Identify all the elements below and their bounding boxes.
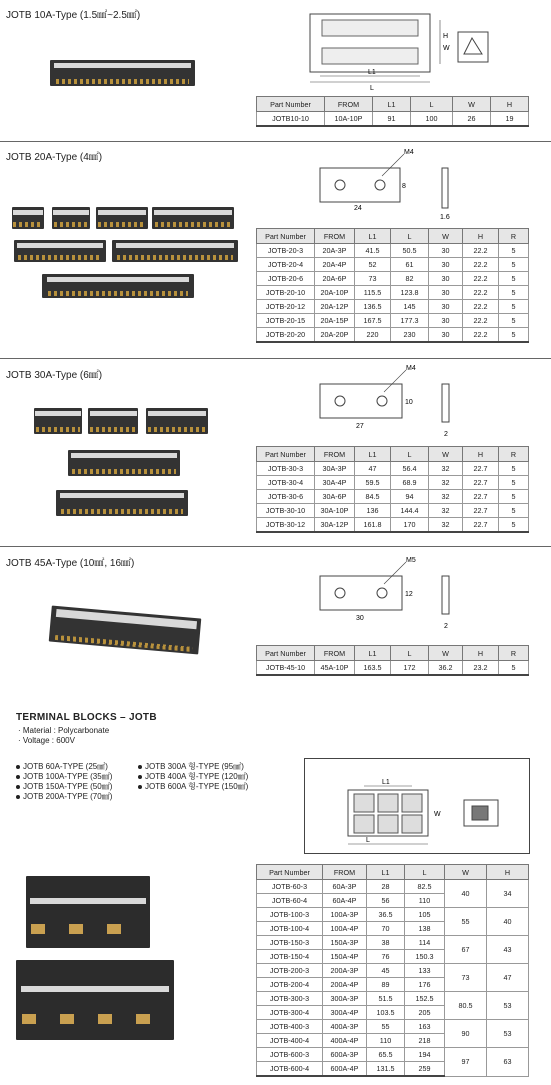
- table-cell: 22.2: [463, 244, 499, 258]
- spec-table-terminal: [256, 864, 529, 1077]
- column-header: R: [499, 229, 529, 244]
- table-cell: 400A-3P: [323, 1020, 367, 1034]
- type-item: JOTB 150A-TYPE (50㎟): [23, 782, 113, 791]
- table-row: [257, 328, 529, 343]
- table-row: [257, 936, 529, 950]
- spec-table-20a: [256, 228, 529, 343]
- product-image-terminal-3p: [26, 876, 150, 948]
- table-cell: 41.5: [355, 244, 391, 258]
- table-cell: 150A-3P: [323, 936, 367, 950]
- table-cell: 5: [499, 518, 529, 533]
- table-row: [257, 462, 529, 476]
- spec-table-30a: [256, 446, 529, 533]
- column-header: W: [453, 97, 491, 112]
- table-row: [257, 1020, 529, 1034]
- column-header: Part Number: [257, 229, 315, 244]
- column-header: FROM: [315, 447, 355, 462]
- table-cell: 10A-10P: [325, 112, 373, 127]
- table-cell: 56.4: [391, 462, 429, 476]
- table-cell: 230: [391, 328, 429, 343]
- table-cell-h: 43: [487, 936, 529, 964]
- product-image-20a-6p: [96, 207, 148, 229]
- spec-table-10a: [256, 96, 529, 127]
- table-row: [257, 1048, 529, 1062]
- type-item: JOTB 200A-TYPE (70㎟): [23, 792, 113, 801]
- column-header: L1: [373, 97, 411, 112]
- table-cell: 20A-15P: [315, 314, 355, 328]
- table-cell: JOTB-150-3: [257, 936, 323, 950]
- product-image-20a-10p: [152, 207, 234, 229]
- table-cell: 110: [405, 894, 445, 908]
- table-cell: 600A-3P: [323, 1048, 367, 1062]
- table-row: [257, 661, 529, 676]
- table-cell: 100: [411, 112, 453, 127]
- table-cell: 167.5: [355, 314, 391, 328]
- table-cell-w: 80.5: [445, 992, 487, 1020]
- table-cell: 20A-12P: [315, 300, 355, 314]
- table-row: [257, 258, 529, 272]
- table-cell-w: 67: [445, 936, 487, 964]
- table-cell: 152.5: [405, 992, 445, 1006]
- column-header: L1: [355, 447, 391, 462]
- table-cell: 89: [367, 978, 405, 992]
- table-row: [257, 314, 529, 328]
- column-header: L: [391, 646, 429, 661]
- table-cell: 131.5: [367, 1062, 405, 1077]
- product-image-20a-12p: [14, 240, 106, 262]
- table-cell: 30A-4P: [315, 476, 355, 490]
- dim-thickness-label-45a: 2: [444, 623, 448, 630]
- table-cell: 22.7: [463, 490, 499, 504]
- table-cell: 36.5: [367, 908, 405, 922]
- table-cell: 22.7: [463, 504, 499, 518]
- table-cell: 20A-10P: [315, 286, 355, 300]
- table-cell: 5: [499, 504, 529, 518]
- table-row: [257, 244, 529, 258]
- table-cell: JOTB-100-3: [257, 908, 323, 922]
- table-cell: 103.5: [367, 1006, 405, 1020]
- column-header: Part Number: [257, 646, 315, 661]
- product-image-10a: [50, 60, 195, 86]
- table-cell: 59.5: [355, 476, 391, 490]
- table-cell: 136.5: [355, 300, 391, 314]
- table-cell: 218: [405, 1034, 445, 1048]
- table-cell: 32: [429, 490, 463, 504]
- table-cell: 161.8: [355, 518, 391, 533]
- table-cell: 30: [429, 286, 463, 300]
- table-cell: JOTB10-10: [257, 112, 325, 127]
- table-cell: 26: [453, 112, 491, 127]
- table-cell: JOTB-20-3: [257, 244, 315, 258]
- dimension-drawing-terminal: [304, 758, 530, 854]
- table-cell-h: 53: [487, 992, 529, 1020]
- table-cell: 145: [391, 300, 429, 314]
- terminal-specs: [18, 726, 109, 746]
- column-header: L: [391, 447, 429, 462]
- type-item: JOTB 60A-TYPE (25㎟): [23, 762, 108, 771]
- table-cell: 84.5: [355, 490, 391, 504]
- column-header: H: [463, 447, 499, 462]
- column-header: FROM: [315, 229, 355, 244]
- table-cell: 5: [499, 490, 529, 504]
- dim-w-label: W: [443, 45, 450, 52]
- column-header: FROM: [325, 97, 373, 112]
- table-cell: 22.2: [463, 300, 499, 314]
- type-list-left: [16, 762, 112, 802]
- table-cell: JOTB-60-4: [257, 894, 323, 908]
- section-title-30a: JOTB 30A-Type (6㎟): [6, 370, 103, 381]
- table-cell: 105: [405, 908, 445, 922]
- table-cell: 177.3: [391, 314, 429, 328]
- table-cell: 138: [405, 922, 445, 936]
- table-cell-h: 47: [487, 964, 529, 992]
- table-cell: JOTB-600-3: [257, 1048, 323, 1062]
- dim-thickness-label-20a: 1.6: [440, 214, 450, 221]
- column-header: L: [411, 97, 453, 112]
- table-cell: JOTB-400-3: [257, 1020, 323, 1034]
- table-cell: 115.5: [355, 286, 391, 300]
- table-cell: 56: [367, 894, 405, 908]
- table-cell: 30: [429, 244, 463, 258]
- table-cell: 32: [429, 476, 463, 490]
- table-cell: 36.2: [429, 661, 463, 676]
- table-cell-w: 40: [445, 880, 487, 908]
- dimension-drawing-10a: [290, 4, 530, 94]
- spec-table-45a: [256, 645, 529, 676]
- table-cell: 5: [499, 286, 529, 300]
- column-header: R: [499, 646, 529, 661]
- product-image-45a: [49, 606, 202, 655]
- table-cell: 61: [391, 258, 429, 272]
- product-image-30a-12p: [56, 490, 188, 516]
- table-row: [257, 490, 529, 504]
- table-cell: 5: [499, 244, 529, 258]
- dim-length-label-20a: 24: [354, 205, 362, 212]
- table-cell: 45A-10P: [315, 661, 355, 676]
- product-image-30a-4p: [88, 408, 138, 434]
- table-cell: JOTB-20-20: [257, 328, 315, 343]
- table-cell: 133: [405, 964, 445, 978]
- table-cell: 600A-4P: [323, 1062, 367, 1077]
- table-cell: JOTB-200-3: [257, 964, 323, 978]
- table-cell: 170: [391, 518, 429, 533]
- table-row: [257, 300, 529, 314]
- table-cell: JOTB-300-4: [257, 1006, 323, 1020]
- type-item: JOTB 100A-TYPE (35㎟): [23, 772, 113, 781]
- table-cell: 19: [491, 112, 529, 127]
- table-cell: 22.2: [463, 314, 499, 328]
- table-cell: 82: [391, 272, 429, 286]
- table-cell: 300A-4P: [323, 1006, 367, 1020]
- spec-material: · Material : Polycarbonate: [18, 726, 110, 735]
- table-cell: JOTB-600-4: [257, 1062, 323, 1077]
- terminal-heading: TERMINAL BLOCKS – JOTB: [16, 712, 157, 723]
- table-cell: 30A-3P: [315, 462, 355, 476]
- product-image-30a-10p: [68, 450, 180, 476]
- table-cell: JOTB-20-10: [257, 286, 315, 300]
- column-header: W: [429, 229, 463, 244]
- dim-length-label-45a: 30: [356, 615, 364, 622]
- table-cell: 70: [367, 922, 405, 936]
- dimension-drawing-20a: [310, 146, 470, 226]
- dimension-drawing-45a: [310, 554, 470, 634]
- table-cell: JOTB-30-10: [257, 504, 315, 518]
- dim-l1-label-terminal: L1: [382, 779, 390, 786]
- table-cell: 163.5: [355, 661, 391, 676]
- type-item: JOTB 400A 형-TYPE (120㎟): [145, 772, 249, 781]
- table-cell: 5: [499, 328, 529, 343]
- table-cell: 32: [429, 504, 463, 518]
- dim-height-label-45a: 12: [405, 591, 413, 598]
- column-header: R: [499, 447, 529, 462]
- type-list-right: [138, 762, 248, 792]
- table-cell: 65.5: [367, 1048, 405, 1062]
- dim-h-label: H: [443, 33, 449, 40]
- dim-m-label-45a: M5: [406, 557, 416, 564]
- table-cell: JOTB-300-3: [257, 992, 323, 1006]
- product-image-20a-15p: [112, 240, 238, 262]
- column-header: FROM: [315, 646, 355, 661]
- column-header: H: [463, 646, 499, 661]
- table-cell: JOTB-20-12: [257, 300, 315, 314]
- dim-m-label-20a: M4: [404, 149, 414, 156]
- product-image-20a-20p: [42, 274, 194, 298]
- table-cell: 30A-12P: [315, 518, 355, 533]
- table-cell: 5: [499, 661, 529, 676]
- dim-m-label-30a: M4: [406, 365, 416, 372]
- table-cell: 22.7: [463, 518, 499, 533]
- table-cell: JOTB-400-4: [257, 1034, 323, 1048]
- table-cell: 200A-3P: [323, 964, 367, 978]
- table-cell: 30: [429, 328, 463, 343]
- table-cell: JOTB-30-12: [257, 518, 315, 533]
- column-header: L1: [355, 646, 391, 661]
- table-row: [257, 272, 529, 286]
- dim-thickness-label-30a: 2: [444, 431, 448, 438]
- table-cell: 68.9: [391, 476, 429, 490]
- dimension-drawing-30a: [310, 362, 470, 442]
- table-cell: JOTB-45-10: [257, 661, 315, 676]
- column-header: W: [429, 646, 463, 661]
- table-cell: 60A-3P: [323, 880, 367, 894]
- table-cell: 114: [405, 936, 445, 950]
- table-cell: 94: [391, 490, 429, 504]
- table-cell: 220: [355, 328, 391, 343]
- spec-voltage: · Voltage : 600V: [18, 736, 75, 745]
- table-cell-w: 73: [445, 964, 487, 992]
- column-header: Part Number: [257, 447, 315, 462]
- table-cell: 5: [499, 300, 529, 314]
- column-header: L: [391, 229, 429, 244]
- dim-l-label-terminal: L: [366, 837, 370, 844]
- table-cell: 20A-4P: [315, 258, 355, 272]
- table-cell: 30A-10P: [315, 504, 355, 518]
- section-title-45a: JOTB 45A-Type (10㎟, 16㎟): [6, 558, 135, 569]
- table-cell: 22.7: [463, 462, 499, 476]
- column-header: Part Number: [257, 865, 323, 880]
- column-header: Part Number: [257, 97, 325, 112]
- table-cell: 20A-6P: [315, 272, 355, 286]
- table-cell: JOTB-30-3: [257, 462, 315, 476]
- table-cell: 100A-3P: [323, 908, 367, 922]
- column-header: H: [463, 229, 499, 244]
- table-cell: 47: [355, 462, 391, 476]
- table-cell: JOTB-200-4: [257, 978, 323, 992]
- table-cell: 136: [355, 504, 391, 518]
- table-cell: 30A-6P: [315, 490, 355, 504]
- column-header: H: [487, 865, 529, 880]
- section-title-20a: JOTB 20A-Type (4㎟): [6, 152, 103, 163]
- section-title-10a: JOTB 10A-Type (1.5㎟~2.5㎟): [6, 10, 141, 21]
- dim-l1-label: L1: [368, 69, 376, 76]
- table-cell: JOTB-20-6: [257, 272, 315, 286]
- table-cell: JOTB-100-4: [257, 922, 323, 936]
- table-cell: 5: [499, 314, 529, 328]
- table-cell: 5: [499, 476, 529, 490]
- table-cell-h: 40: [487, 908, 529, 936]
- table-cell: 52: [355, 258, 391, 272]
- type-item: JOTB 300A 형-TYPE (95㎟): [145, 762, 244, 771]
- table-cell: 55: [367, 1020, 405, 1034]
- section-divider: [0, 358, 551, 359]
- table-cell: 45: [367, 964, 405, 978]
- table-cell-w: 90: [445, 1020, 487, 1048]
- table-cell: 110: [367, 1034, 405, 1048]
- table-cell: 150A-4P: [323, 950, 367, 964]
- table-cell: 5: [499, 462, 529, 476]
- product-image-20a-4p: [52, 207, 90, 229]
- table-cell-h: 53: [487, 1020, 529, 1048]
- table-cell: 20A-3P: [315, 244, 355, 258]
- table-cell: 91: [373, 112, 411, 127]
- table-cell: 5: [499, 272, 529, 286]
- table-cell: 38: [367, 936, 405, 950]
- table-cell-w: 55: [445, 908, 487, 936]
- table-cell-h: 34: [487, 880, 529, 908]
- column-header: L1: [367, 865, 405, 880]
- table-row: [257, 880, 529, 894]
- table-row: [257, 286, 529, 300]
- table-cell: 22.7: [463, 476, 499, 490]
- product-image-terminal-4p: [16, 960, 174, 1040]
- product-image-30a-3p: [34, 408, 82, 434]
- table-cell: 22.2: [463, 328, 499, 343]
- table-cell: 23.2: [463, 661, 499, 676]
- table-cell: 205: [405, 1006, 445, 1020]
- column-header: L: [405, 865, 445, 880]
- product-image-20a-3p: [12, 207, 44, 229]
- table-cell: JOTB-20-15: [257, 314, 315, 328]
- table-cell: 194: [405, 1048, 445, 1062]
- table-cell: 22.2: [463, 258, 499, 272]
- table-row: [257, 476, 529, 490]
- table-cell: 20A-20P: [315, 328, 355, 343]
- table-cell: 176: [405, 978, 445, 992]
- table-cell-w: 97: [445, 1048, 487, 1077]
- dim-w-label-terminal: W: [434, 811, 441, 818]
- column-header: L1: [355, 229, 391, 244]
- dim-l-label: L: [370, 85, 374, 92]
- table-cell: 30: [429, 272, 463, 286]
- table-cell-h: 63: [487, 1048, 529, 1077]
- dim-height-label-20a: 8: [402, 183, 406, 190]
- column-header: H: [491, 97, 529, 112]
- table-cell: 28: [367, 880, 405, 894]
- table-cell: 51.5: [367, 992, 405, 1006]
- table-row: [257, 112, 529, 127]
- table-cell: 22.2: [463, 286, 499, 300]
- table-row: [257, 964, 529, 978]
- table-cell: JOTB-30-6: [257, 490, 315, 504]
- table-cell: JOTB-30-4: [257, 476, 315, 490]
- type-item: JOTB 600A 형-TYPE (150㎟): [145, 782, 249, 791]
- table-cell: 150.3: [405, 950, 445, 964]
- table-cell: 163: [405, 1020, 445, 1034]
- table-cell: 144.4: [391, 504, 429, 518]
- dim-length-label-30a: 27: [356, 423, 364, 430]
- table-cell: 82.5: [405, 880, 445, 894]
- table-cell: 32: [429, 518, 463, 533]
- table-row: [257, 504, 529, 518]
- table-cell: 123.8: [391, 286, 429, 300]
- table-cell: 259: [405, 1062, 445, 1077]
- table-cell: 200A-4P: [323, 978, 367, 992]
- table-cell: 30: [429, 258, 463, 272]
- table-cell: 76: [367, 950, 405, 964]
- table-cell: 30: [429, 300, 463, 314]
- table-row: [257, 992, 529, 1006]
- table-cell: 5: [499, 258, 529, 272]
- table-cell: 100A-4P: [323, 922, 367, 936]
- table-cell: 300A-3P: [323, 992, 367, 1006]
- table-cell: 32: [429, 462, 463, 476]
- table-cell: 50.5: [391, 244, 429, 258]
- column-header: W: [429, 447, 463, 462]
- table-cell: 60A-4P: [323, 894, 367, 908]
- section-divider: [0, 141, 551, 142]
- column-header: FROM: [323, 865, 367, 880]
- section-divider: [0, 546, 551, 547]
- table-cell: 30: [429, 314, 463, 328]
- table-cell: 400A-4P: [323, 1034, 367, 1048]
- table-cell: JOTB-60-3: [257, 880, 323, 894]
- table-row: [257, 518, 529, 533]
- table-cell: 73: [355, 272, 391, 286]
- product-image-30a-6p: [146, 408, 208, 434]
- table-cell: JOTB-20-4: [257, 258, 315, 272]
- dim-height-label-30a: 10: [405, 399, 413, 406]
- column-header: W: [445, 865, 487, 880]
- table-row: [257, 908, 529, 922]
- table-cell: 22.2: [463, 272, 499, 286]
- table-cell: 172: [391, 661, 429, 676]
- table-cell: JOTB-150-4: [257, 950, 323, 964]
